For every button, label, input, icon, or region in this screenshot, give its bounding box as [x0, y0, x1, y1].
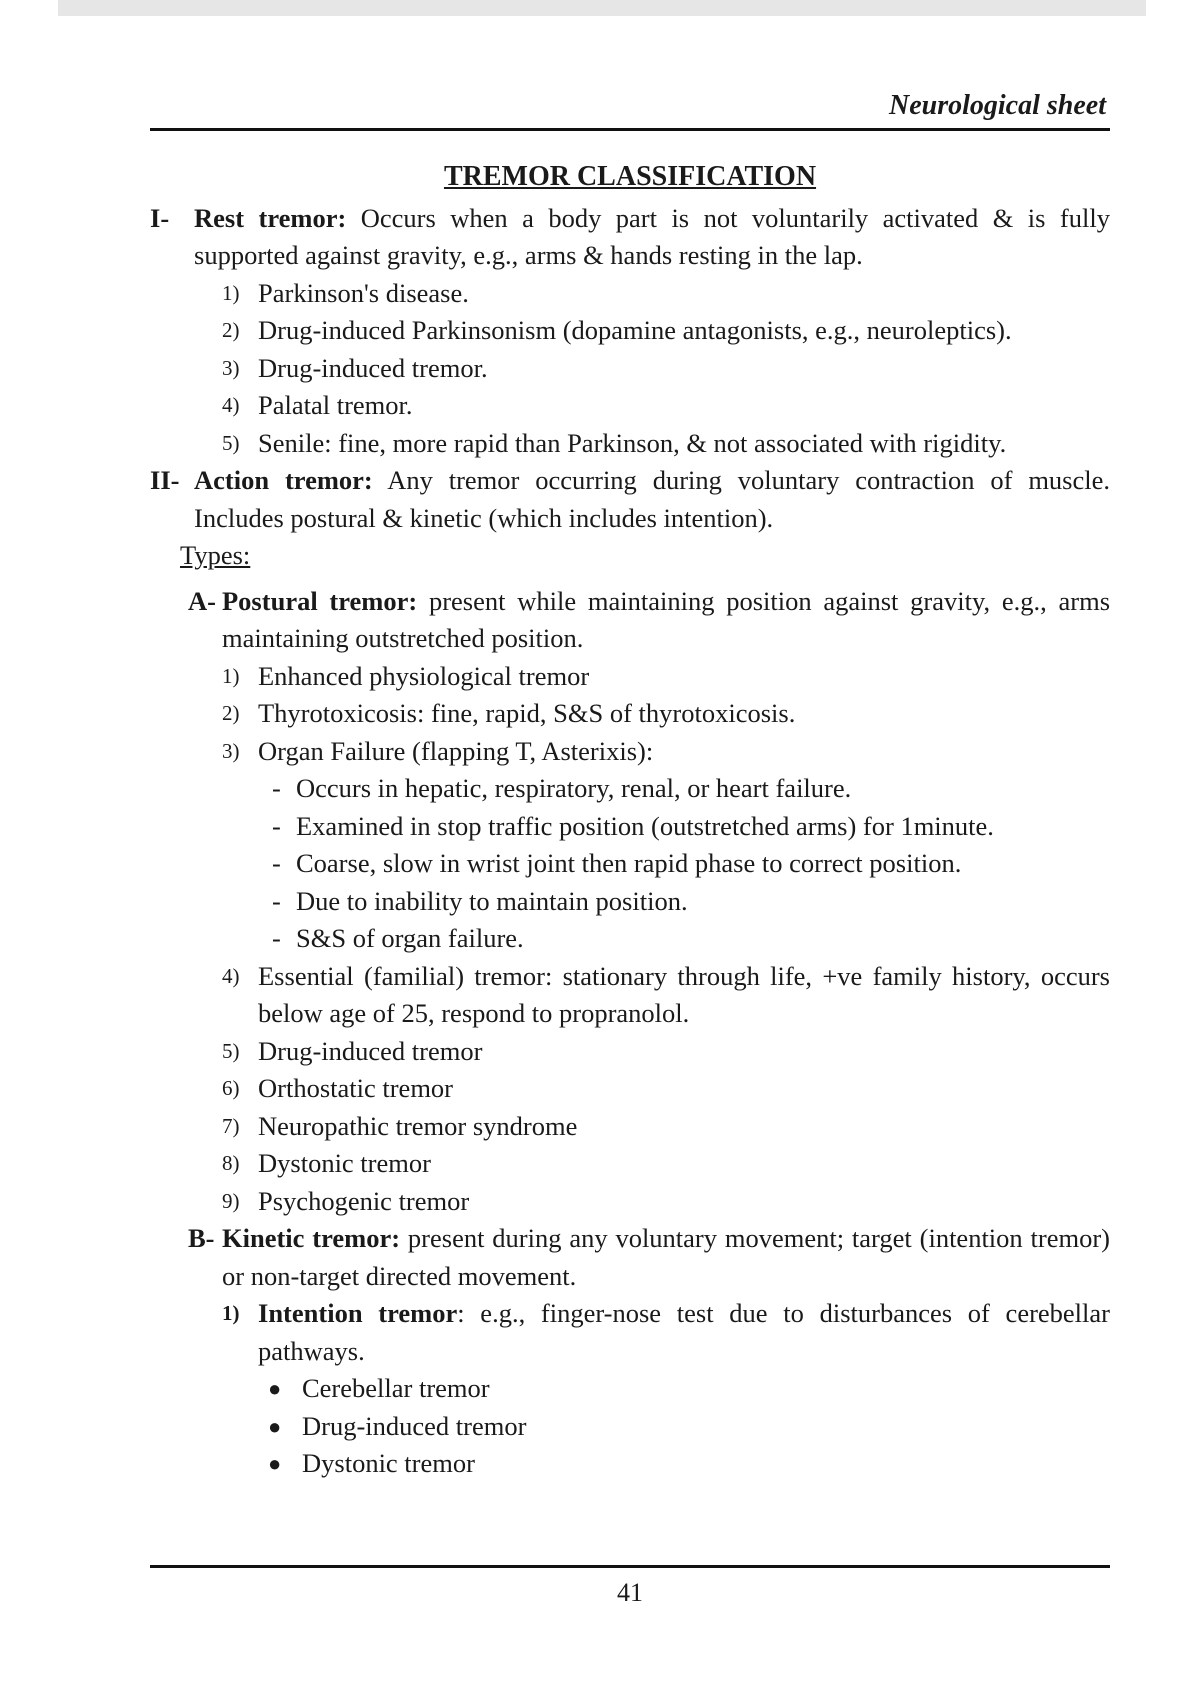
item-number: 4) — [222, 393, 240, 417]
list-item — [150, 425, 1110, 463]
item-text: Drug-induced tremor. — [258, 352, 488, 383]
item-text: Organ Failure (flapping T, Asterixis): — [258, 735, 654, 766]
bullet-item — [150, 1445, 1110, 1483]
bullet-text: Dystonic tremor — [302, 1448, 475, 1478]
item-text: Essential (familial) tremor: stationary through life, +ve family history, occurs below age of 25, respond to propranolol. — [258, 960, 1110, 1028]
item-number: 5) — [222, 1038, 240, 1063]
item-number: 6) — [222, 1076, 240, 1100]
sub-point — [150, 920, 1110, 958]
subsection-kinetic-tremor — [150, 1220, 1110, 1295]
top-scroll-bar — [58, 0, 1146, 16]
list-item — [150, 958, 1110, 1033]
item-text: Drug-induced tremor — [258, 1035, 483, 1066]
item-heading: Intention tremor — [258, 1298, 458, 1328]
document-body — [150, 158, 1110, 1483]
list-item-intention-tremor — [150, 1295, 1110, 1370]
section-numeral: I- — [150, 202, 170, 233]
list-item — [150, 1145, 1110, 1183]
item-text: Senile: fine, more rapid than Parkinson, & not associated with rigidity. — [258, 427, 1007, 458]
page-title: TREMOR CLASSIFICATION — [443, 161, 817, 192]
item-number: 3) — [222, 355, 240, 380]
sub-point-text: S&S of organ failure. — [296, 923, 524, 953]
sub-point-text: Coarse, slow in wrist joint then rapid phase to correct position. — [296, 848, 962, 878]
list-item — [150, 350, 1110, 388]
dash-marker: - — [272, 923, 281, 953]
section-rest-tremor — [150, 200, 1110, 275]
section-heading: Rest tremor: — [194, 202, 347, 233]
list-item — [150, 387, 1110, 425]
dash-marker: - — [272, 810, 281, 841]
list-item — [150, 1108, 1110, 1146]
page-header — [150, 84, 1110, 131]
item-text: Thyrotoxicosis: fine, rapid, S&S of thyrotoxicosis. — [258, 698, 796, 728]
subsection-heading: Kinetic tremor: — [222, 1223, 401, 1253]
sub-point — [150, 845, 1110, 883]
types-label — [150, 537, 1110, 575]
types-label-text: Types: — [180, 540, 251, 570]
sub-point — [150, 883, 1110, 921]
item-text: Dystonic tremor — [258, 1148, 431, 1178]
bullet-text: Drug-induced tremor — [302, 1410, 527, 1441]
bullet-item — [150, 1370, 1110, 1408]
bullet-item — [150, 1408, 1110, 1446]
dash-marker: - — [272, 773, 281, 803]
sub-point — [150, 808, 1110, 846]
subsection-postural-tremor — [150, 583, 1110, 658]
section-text: Any tremor occurring during voluntary contraction of muscle. Includes postural & kinetic (which includes intention). — [194, 465, 1111, 533]
item-text: Parkinson's disease. — [258, 277, 469, 308]
item-number: 2) — [222, 701, 240, 725]
subsection-text: present while maintaining position against gravity, e.g., arms maintaining outstretched position. — [222, 585, 1111, 653]
subsection-letter: A- — [188, 585, 216, 616]
list-item — [150, 1183, 1110, 1221]
subsection-letter: B- — [188, 1223, 215, 1253]
header-title: Neurological sheet — [889, 90, 1106, 121]
subsection-text: present during any voluntary movement; target (intention tremor) or non-target directed movement. — [222, 1223, 1110, 1291]
item-text: : e.g., finger-nose test due to disturbances of cerebellar pathways. — [258, 1298, 1110, 1366]
sub-point-text: Due to inability to maintain position. — [296, 885, 688, 916]
dash-marker: - — [272, 885, 281, 916]
sub-point-text: Occurs in hepatic, respiratory, renal, or heart failure. — [296, 773, 852, 803]
list-item — [150, 733, 1110, 771]
list-item — [150, 695, 1110, 733]
page-footer — [150, 1565, 1110, 1607]
list-item — [150, 275, 1110, 313]
item-number: 5) — [222, 430, 240, 455]
item-text: Drug-induced Parkinsonism (dopamine antagonists, e.g., neuroleptics). — [258, 315, 1012, 345]
item-number: 8) — [222, 1151, 240, 1175]
page-number: 41 — [617, 1578, 643, 1607]
list-item — [150, 658, 1110, 696]
list-item — [150, 312, 1110, 350]
item-number: 1) — [222, 1301, 240, 1325]
section-heading: Action tremor: — [194, 465, 373, 495]
list-item — [150, 1070, 1110, 1108]
subsection-heading: Postural tremor: — [222, 585, 418, 616]
item-number: 1) — [222, 663, 240, 688]
item-text: Palatal tremor. — [258, 390, 413, 420]
section-action-tremor — [150, 462, 1110, 537]
item-number: 7) — [222, 1113, 240, 1138]
item-text: Enhanced physiological tremor — [258, 660, 590, 691]
item-number: 3) — [222, 738, 240, 763]
item-number: 4) — [222, 963, 240, 988]
section-numeral: II- — [150, 465, 180, 495]
item-number: 2) — [222, 318, 240, 342]
item-number: 9) — [222, 1188, 240, 1213]
item-text: Psychogenic tremor — [258, 1185, 470, 1216]
sub-point — [150, 770, 1110, 808]
bullet-icon: ● — [268, 1376, 282, 1401]
item-number: 1) — [222, 280, 240, 305]
bullet-icon: ● — [268, 1451, 282, 1476]
list-item — [150, 1033, 1110, 1071]
item-text: Neuropathic tremor syndrome — [258, 1110, 578, 1141]
bullet-icon: ● — [268, 1413, 282, 1439]
sub-point-text: Examined in stop traffic position (outstretched arms) for 1minute. — [296, 810, 994, 841]
bullet-text: Cerebellar tremor — [302, 1373, 490, 1403]
dash-marker: - — [272, 848, 281, 878]
item-text: Orthostatic tremor — [258, 1073, 454, 1103]
section-text: Occurs when a body part is not voluntarily activated & is fully supported against gravity, e.g., arms & hands resting in the lap. — [194, 202, 1110, 270]
